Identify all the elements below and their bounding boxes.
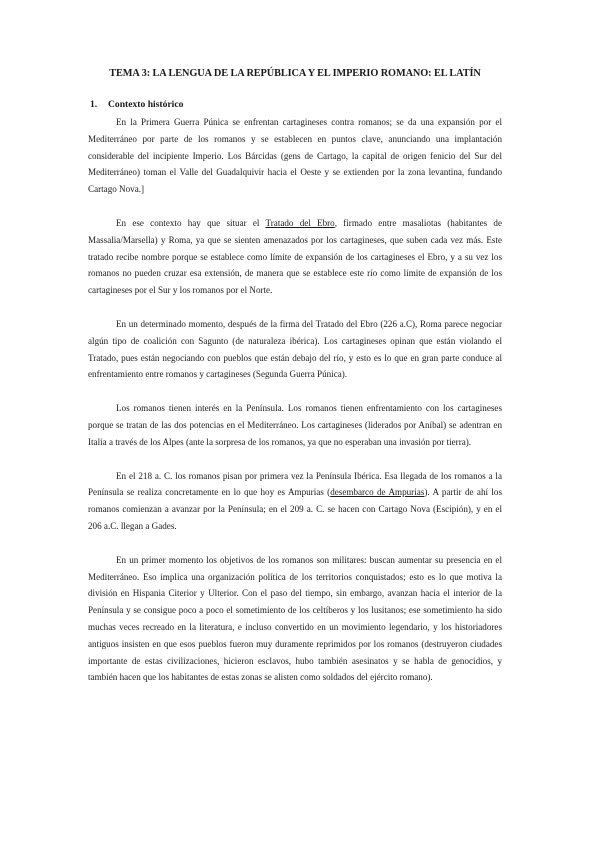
section-number: 1. [90,99,98,110]
paragraph-2 [88,215,502,299]
document-page [88,68,502,703]
paragraph-1: En la Primera Guerra Púnica se enfrentan cartagineses contra romanos; se da una expansión por el Mediterráneo por parte de los romanos y se establecen en puntos clave, anunciando una implantación considerable del incipiente Imperio. Los Bárcidas (gens de Cartago, la capital de origen fenicio del Sur del Mediterráneo) toman el Valle del Guadalquivir hacia el Oeste y se extienden por la zona levantina, fundando Cartago Nova.] [88,117,502,195]
paragraph-4: Los romanos tienen interés en la Península. Los romanos tienen enfrentamiento con los cartagineses porque se tratan de las dos potencias en el Mediterráneo. Los cartagineses (liderados por Aníbal) se adentran en Italia a través de los Alpes (ante la sorpresa de los romanos, ya que no esperaban una invasión por tierra). [88,403,502,447]
paragraph-5 [88,468,502,535]
paragraph-6: En un primer momento los objetivos de los romanos son militares: buscan aumentar su presencia en el Mediterráneo. Eso implica una organización política de los territorios conquistados; esto es lo que motiva la división en Hispania Citerior y Ulterior. Con el paso del tiempo, sin embargo, avanzan hacia el interior de la Península y se consigue poco a poco el sometimiento de los celtíberos y los lusitanos; ese sometimiento ha sido muchas veces recreado en la literatura, e incluso convertido en un movimiento legendario, y los historiadores antiguos insisten en que esos pueblos fueron muy duramente reprimidos por los romanos (destruyeron ciudades importante de estas civilizaciones, hicieron esclavos, hubo también asesinatos y se habla de genocidios, y también hacen que los habitantes de estas zonas se alisten como soldados del ejército romano). [88,554,502,683]
section-heading [90,99,502,110]
paragraph-5-after: ). A partir de ahí los romanos comienzan a avanzar por la Península; en el 209 a. C. se hacen con Cartago Nova (Escipión), y en el 206 a.C. llegan a Gades. [88,487,503,531]
paragraph-2-before: En ese contexto hay que situar el [116,217,266,228]
paragraph-5-before: En el 218 a. C. los romanos pisan por primera vez la Península Ibérica. Esa llegada de los romanos a la Península se realiza concretamente en lo que hoy es Ampurias ( [88,470,502,498]
desembarco-de-ampurias-link[interactable]: desembarco de Ampurias [330,487,425,498]
paragraph-3: En un determinado momento, después de la firma del Tratado del Ebro (226 a.C), Roma parece negociar algún tipo de coalición con Sagunto (de naturaleza ibérica). Los cartagineses opinan que están violando el Tratado, pues están negociando con pueblos que están debajo del río, y esto es lo que en gran parte conduce al enfrentamiento entre romanos y cartagineses (Segunda Guerra Púnica). [88,318,502,380]
paragraph-2-after: , firmado entre masaliotas (habitantes de Massalia/Marsella) y Roma, ya que se sienten amenazados por los cartagineses, que suben cada vez más. Este tratado recibe nombre porque se establece como límite de expansión de los cartagineses el Ebro, y a su vez los romanos no pueden cruzar esa extensión, de manera que se establece este río como límite de expansión de los cartagineses por el Sur y los romanos por el Norte. [88,217,502,296]
tratado-del-ebro-link[interactable]: Tratado del Ebro [265,217,335,228]
page-title: TEMA 3: LA LENGUA DE LA REPÚBLICA Y EL IMPERIO ROMANO: EL LATÍN [109,68,481,79]
section-label: Contexto histórico [108,99,184,110]
